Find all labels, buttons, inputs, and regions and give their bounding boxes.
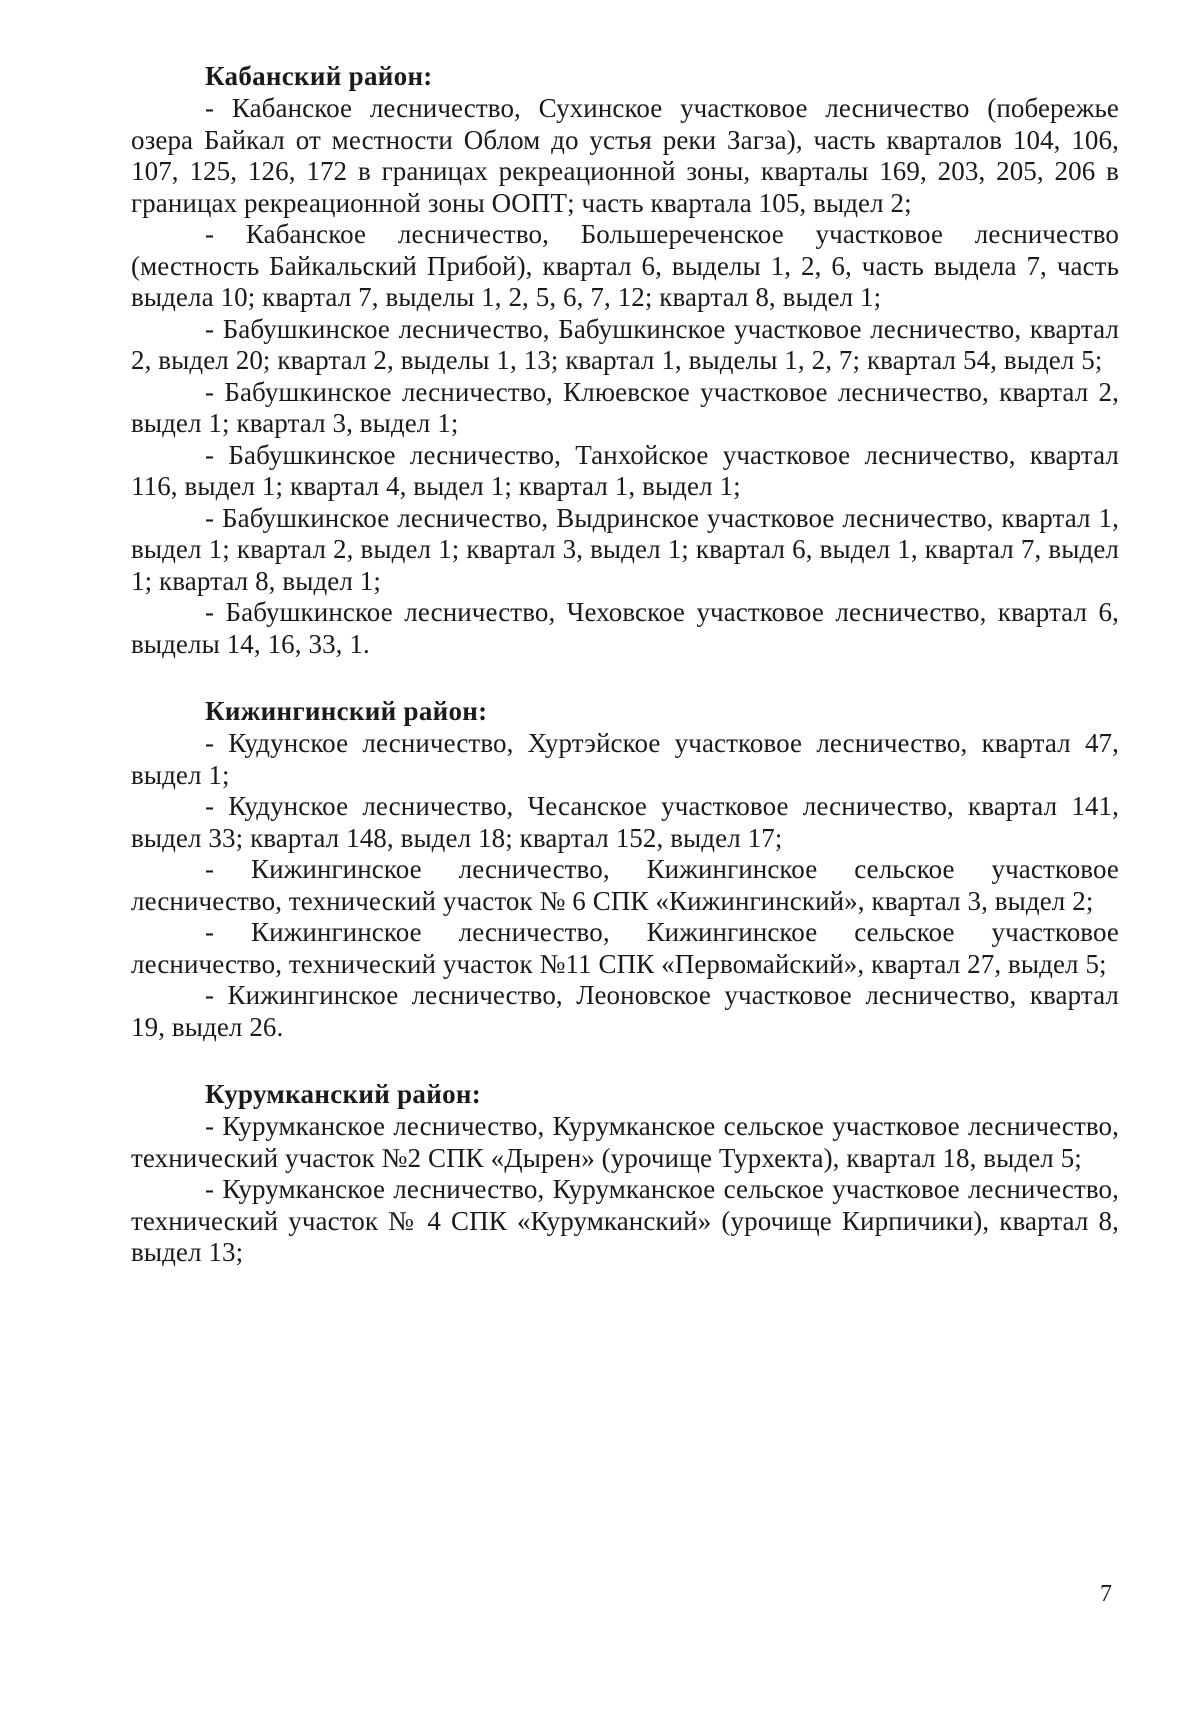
section-kabansky (131, 60, 1119, 660)
list-item: - Курумканское лесничество, Курумканское сельское участковое лесничество, технический участок №2 СПК «Дырен» (урочище Турхекта), квартал 18, выдел 5; (131, 1111, 1119, 1173)
list-item: - Кижингинское лесничество, Леоновское участковое лесничество, квартал 19, выдел 26. (131, 980, 1119, 1042)
list-item: - Бабушкинское лесничество, Чеховское участковое лесничество, квартал 6, выделы 14, 16, 33, 1. (131, 597, 1119, 659)
list-item: - Бабушкинское лесничество, Клюевское участковое лесничество, квартал 2, выдел 1; квартал 3, выдел 1; (131, 376, 1119, 438)
list-item: - Кабанское лесничество, Сухинское участковое лесничество (побережье озера Байкал от местности Облом до устья реки Загза), часть кварталов 104, 106, 107, 125, 126, 172 в границах рекреационной зоны, кварталы 169, 203, 205, 206 в границах рекреационной зоны ООПТ; часть квартала 105, выдел 2; (131, 93, 1119, 218)
section-kizhinginsky (131, 695, 1119, 1043)
list-item: - Курумканское лесничество, Курумканское сельское участковое лесничество, технический участок № 4 СПК «Курумканский» (урочище Кирпичики), квартал 8, выдел 13; (131, 1174, 1119, 1267)
list-item: - Кудунское лесничество, Хуртэйское участковое лесничество, квартал 47, выдел 1; (131, 728, 1119, 790)
section-heading: Кижингинский район: (205, 696, 488, 726)
list-item: - Кижингинское лесничество, Кижингинское сельское участковое лесничество, технический участок №11 СПК «Первомайский», квартал 27, выдел 5; (131, 917, 1119, 979)
document-page (131, 60, 1119, 1269)
list-item: - Кудунское лесничество, Чесанское участковое лесничество, квартал 141, выдел 33; квартал 148, выдел 18; квартал 152, выдел 17; (131, 791, 1119, 853)
list-item: - Кабанское лесничество, Большереченское участковое лесничество (местность Байкальский Прибой), квартал 6, выделы 1, 2, 6, часть выдела 7, часть выдела 10; квартал 7, выделы 1, 2, 5, 6, 7, 12; квартал 8, выдел 1; (131, 219, 1119, 312)
list-item: - Бабушкинское лесничество, Выдринское участковое лесничество, квартал 1, выдел 1; квартал 2, выдел 1; квартал 3, выдел 1; квартал 6, выдел 1, квартал 7, выдел 1; квартал 8, выдел 1; (131, 502, 1119, 596)
section-heading: Кабанский район: (205, 61, 433, 91)
list-item: - Кижингинское лесничество, Кижингинское сельское участковое лесничество, технический участок № 6 СПК «Кижингинский», квартал 3, выдел 2; (131, 854, 1119, 916)
section-kurumkansky (131, 1078, 1119, 1269)
page-number: 7 (1100, 1581, 1112, 1607)
list-item: - Бабушкинское лесничество, Бабушкинское участковое лесничество, квартал 2, выдел 20; квартал 2, выделы 1, 13; квартал 1, выделы 1, 2, 7; квартал 54, выдел 5; (131, 313, 1119, 375)
list-item: - Бабушкинское лесничество, Танхойское участковое лесничество, квартал 116, выдел 1; квартал 4, выдел 1; квартал 1, выдел 1; (131, 439, 1119, 501)
section-heading: Курумканский район: (205, 1079, 482, 1109)
